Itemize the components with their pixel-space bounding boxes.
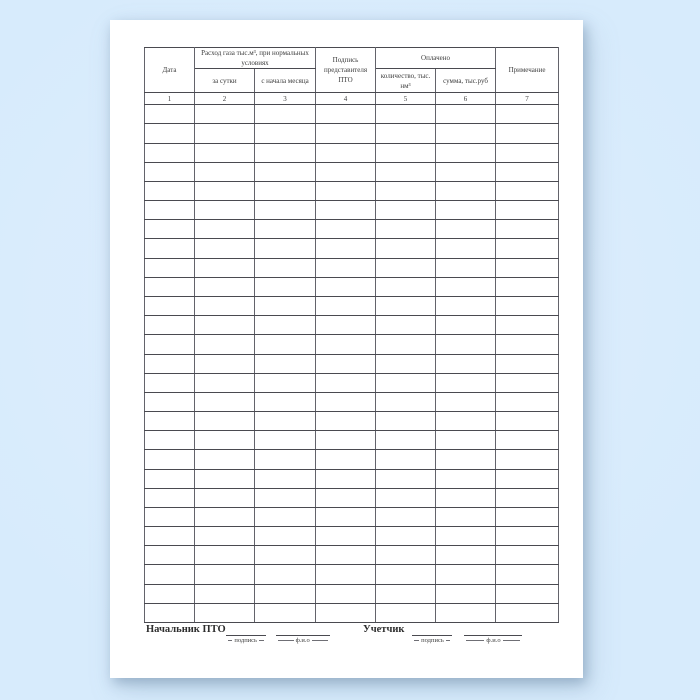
empty-cell — [255, 565, 316, 584]
empty-cell — [195, 527, 255, 546]
chief-name-blank — [276, 624, 330, 644]
recorder-name-blank — [464, 624, 522, 644]
empty-cell — [195, 488, 255, 507]
empty-cell — [316, 603, 376, 622]
empty-cell — [376, 162, 436, 181]
column-numbers-row — [145, 93, 559, 105]
empty-cell — [436, 335, 496, 354]
empty-cell — [496, 431, 559, 450]
empty-cell — [255, 527, 316, 546]
empty-cell — [376, 143, 436, 162]
empty-cell — [376, 469, 436, 488]
empty-cell — [376, 450, 436, 469]
table-row — [145, 373, 559, 392]
empty-cell — [376, 373, 436, 392]
empty-cell — [195, 105, 255, 124]
empty-cell — [436, 431, 496, 450]
table-row — [145, 316, 559, 335]
empty-cell — [436, 297, 496, 316]
empty-cell — [145, 565, 195, 584]
empty-cell — [195, 412, 255, 431]
empty-cell — [496, 584, 559, 603]
empty-cell — [376, 201, 436, 220]
empty-cell — [145, 181, 195, 200]
empty-cell — [316, 392, 376, 411]
empty-cell — [436, 124, 496, 143]
empty-cell — [496, 297, 559, 316]
empty-cell — [436, 373, 496, 392]
empty-cell — [195, 584, 255, 603]
empty-cell — [436, 162, 496, 181]
empty-cell — [436, 546, 496, 565]
chief-signature-blank — [226, 624, 266, 644]
header-per-day: за сутки — [195, 69, 255, 93]
header-note: Примечание — [496, 48, 559, 93]
empty-cell — [316, 258, 376, 277]
empty-cell — [436, 450, 496, 469]
empty-cell — [496, 162, 559, 181]
empty-cell — [255, 335, 316, 354]
empty-cell — [496, 124, 559, 143]
column-number-cell: 1 — [145, 93, 195, 105]
empty-cell — [255, 258, 316, 277]
table-row — [145, 392, 559, 411]
header-since-month-start: с начала месяца — [255, 69, 316, 93]
empty-cell — [496, 277, 559, 296]
empty-cell — [145, 201, 195, 220]
empty-cell — [145, 412, 195, 431]
empty-cell — [496, 565, 559, 584]
name-line — [464, 624, 522, 636]
empty-cell — [496, 201, 559, 220]
table-row — [145, 143, 559, 162]
empty-cell — [195, 297, 255, 316]
empty-cell — [316, 335, 376, 354]
recorder-signature-block — [363, 624, 522, 644]
table-row — [145, 220, 559, 239]
empty-cell — [255, 584, 316, 603]
header-date: Дата — [145, 48, 195, 93]
empty-cell — [255, 277, 316, 296]
empty-cell — [316, 124, 376, 143]
empty-cell — [316, 488, 376, 507]
empty-cell — [255, 124, 316, 143]
empty-cell — [376, 239, 436, 258]
empty-cell — [376, 124, 436, 143]
table-row — [145, 546, 559, 565]
empty-cell — [496, 469, 559, 488]
table-header — [145, 48, 559, 105]
empty-cell — [145, 105, 195, 124]
table-row — [145, 124, 559, 143]
empty-cell — [195, 277, 255, 296]
empty-cell — [145, 277, 195, 296]
table-row — [145, 181, 559, 200]
empty-cell — [195, 354, 255, 373]
empty-cell — [145, 450, 195, 469]
empty-cell — [496, 546, 559, 565]
empty-cell — [436, 527, 496, 546]
signature-caption: подпись — [226, 637, 266, 644]
table-row — [145, 335, 559, 354]
empty-cell — [195, 258, 255, 277]
empty-cell — [496, 450, 559, 469]
empty-cell — [145, 162, 195, 181]
table-row — [145, 431, 559, 450]
empty-cell — [195, 335, 255, 354]
empty-cell — [316, 316, 376, 335]
empty-cell — [316, 220, 376, 239]
empty-cell — [255, 162, 316, 181]
empty-cell — [376, 105, 436, 124]
empty-cell — [376, 603, 436, 622]
empty-cell — [436, 603, 496, 622]
empty-cell — [316, 162, 376, 181]
empty-cell — [496, 220, 559, 239]
empty-cell — [255, 450, 316, 469]
empty-cell — [376, 354, 436, 373]
empty-cell — [255, 488, 316, 507]
empty-cell — [145, 220, 195, 239]
empty-cell — [255, 220, 316, 239]
table-row — [145, 584, 559, 603]
name-caption: ф.и.о — [276, 637, 330, 644]
empty-cell — [145, 546, 195, 565]
table-row — [145, 297, 559, 316]
empty-cell — [496, 488, 559, 507]
empty-cell — [496, 412, 559, 431]
empty-cell — [255, 392, 316, 411]
empty-cell — [496, 373, 559, 392]
empty-cell — [436, 412, 496, 431]
empty-cell — [376, 277, 436, 296]
empty-cell — [255, 239, 316, 258]
empty-cell — [145, 297, 195, 316]
empty-cell — [436, 488, 496, 507]
empty-cell — [496, 181, 559, 200]
empty-cell — [145, 507, 195, 526]
empty-cell — [376, 565, 436, 584]
empty-cell — [436, 105, 496, 124]
empty-cell — [496, 143, 559, 162]
empty-cell — [316, 105, 376, 124]
name-line — [276, 624, 330, 636]
empty-cell — [436, 392, 496, 411]
table-row — [145, 105, 559, 124]
signature-footer — [110, 624, 583, 654]
column-number-cell: 7 — [496, 93, 559, 105]
empty-cell — [195, 220, 255, 239]
empty-cell — [145, 584, 195, 603]
header-consumption-group: Расход газа тыс.м³, при нормальных условиях — [195, 48, 316, 69]
form-sheet — [110, 20, 583, 678]
empty-cell — [376, 488, 436, 507]
table-row — [145, 258, 559, 277]
signature-caption: подпись — [412, 637, 452, 644]
empty-cell — [195, 162, 255, 181]
empty-cell — [255, 297, 316, 316]
table-row — [145, 354, 559, 373]
signature-line — [226, 624, 266, 636]
empty-cell — [436, 143, 496, 162]
empty-cell — [255, 431, 316, 450]
empty-cell — [496, 527, 559, 546]
column-number-cell: 4 — [316, 93, 376, 105]
empty-cell — [496, 239, 559, 258]
empty-cell — [436, 469, 496, 488]
empty-cell — [255, 373, 316, 392]
empty-cell — [145, 373, 195, 392]
table-row — [145, 162, 559, 181]
empty-cell — [436, 565, 496, 584]
empty-cell — [316, 584, 376, 603]
empty-cell — [145, 239, 195, 258]
header-paid-amount: сумма, тыс.руб — [436, 69, 496, 93]
empty-cell — [316, 507, 376, 526]
chief-role-label: Начальник ПТО — [146, 624, 226, 635]
empty-cell — [195, 373, 255, 392]
empty-cell — [195, 124, 255, 143]
header-pto-signature: Подпись представителя ПТО — [316, 48, 376, 93]
empty-cell — [316, 277, 376, 296]
empty-cell — [316, 181, 376, 200]
empty-cell — [316, 297, 376, 316]
chief-signature-block — [146, 624, 330, 644]
empty-cell — [255, 105, 316, 124]
empty-cell — [255, 354, 316, 373]
empty-cell — [145, 143, 195, 162]
column-number-cell: 2 — [195, 93, 255, 105]
empty-cell — [376, 584, 436, 603]
empty-cell — [195, 181, 255, 200]
empty-cell — [316, 412, 376, 431]
empty-cell — [316, 201, 376, 220]
empty-cell — [316, 431, 376, 450]
recorder-role-label: Учетчик — [363, 624, 405, 635]
table-row — [145, 201, 559, 220]
empty-cell — [316, 469, 376, 488]
empty-cell — [255, 181, 316, 200]
empty-cell — [255, 603, 316, 622]
table-row — [145, 277, 559, 296]
empty-cell — [436, 277, 496, 296]
empty-cell — [496, 316, 559, 335]
empty-cell — [376, 316, 436, 335]
table-row — [145, 412, 559, 431]
empty-cell — [376, 297, 436, 316]
empty-cell — [255, 316, 316, 335]
empty-cell — [376, 412, 436, 431]
empty-cell — [496, 392, 559, 411]
empty-cell — [255, 412, 316, 431]
empty-cell — [195, 603, 255, 622]
empty-cell — [195, 450, 255, 469]
table-row — [145, 488, 559, 507]
column-number-cell: 6 — [436, 93, 496, 105]
empty-cell — [496, 507, 559, 526]
empty-cell — [255, 469, 316, 488]
empty-cell — [145, 469, 195, 488]
empty-cell — [316, 354, 376, 373]
empty-cell — [145, 258, 195, 277]
recorder-signature-blank — [412, 624, 452, 644]
column-number-cell: 5 — [376, 93, 436, 105]
empty-cell — [436, 258, 496, 277]
column-number-cell: 3 — [255, 93, 316, 105]
table-row — [145, 603, 559, 622]
empty-cell — [316, 527, 376, 546]
empty-cell — [316, 239, 376, 258]
empty-cell — [195, 392, 255, 411]
empty-cell — [195, 431, 255, 450]
table-row — [145, 565, 559, 584]
empty-cell — [436, 239, 496, 258]
empty-cell — [376, 258, 436, 277]
empty-cell — [436, 316, 496, 335]
table-body — [145, 105, 559, 623]
table-row — [145, 239, 559, 258]
empty-cell — [376, 220, 436, 239]
empty-cell — [145, 392, 195, 411]
table-row — [145, 450, 559, 469]
empty-cell — [376, 507, 436, 526]
empty-cell — [436, 584, 496, 603]
empty-cell — [496, 258, 559, 277]
empty-cell — [436, 354, 496, 373]
gas-consumption-log-table — [144, 47, 559, 623]
empty-cell — [145, 335, 195, 354]
empty-cell — [195, 201, 255, 220]
empty-cell — [496, 105, 559, 124]
empty-cell — [376, 181, 436, 200]
empty-cell — [195, 239, 255, 258]
empty-cell — [145, 603, 195, 622]
empty-cell — [195, 469, 255, 488]
empty-cell — [376, 335, 436, 354]
empty-cell — [496, 603, 559, 622]
empty-cell — [255, 201, 316, 220]
empty-cell — [195, 143, 255, 162]
header-paid-group: Оплачено — [376, 48, 496, 69]
empty-cell — [316, 143, 376, 162]
empty-cell — [376, 546, 436, 565]
empty-cell — [195, 316, 255, 335]
empty-cell — [316, 565, 376, 584]
signature-line — [412, 624, 452, 636]
empty-cell — [316, 546, 376, 565]
empty-cell — [145, 488, 195, 507]
table-row — [145, 527, 559, 546]
empty-cell — [496, 354, 559, 373]
empty-cell — [195, 507, 255, 526]
empty-cell — [436, 220, 496, 239]
header-paid-quantity: количество, тыс. нм³ — [376, 69, 436, 93]
empty-cell — [496, 335, 559, 354]
empty-cell — [376, 527, 436, 546]
empty-cell — [436, 507, 496, 526]
header-row-main — [145, 48, 559, 69]
empty-cell — [145, 354, 195, 373]
empty-cell — [145, 527, 195, 546]
empty-cell — [436, 181, 496, 200]
empty-cell — [145, 124, 195, 143]
name-caption: ф.и.о — [464, 637, 522, 644]
empty-cell — [195, 546, 255, 565]
empty-cell — [195, 565, 255, 584]
empty-cell — [376, 392, 436, 411]
table-row — [145, 469, 559, 488]
table-row — [145, 507, 559, 526]
empty-cell — [255, 546, 316, 565]
empty-cell — [436, 201, 496, 220]
empty-cell — [316, 450, 376, 469]
empty-cell — [316, 373, 376, 392]
empty-cell — [255, 143, 316, 162]
empty-cell — [376, 431, 436, 450]
empty-cell — [255, 507, 316, 526]
empty-cell — [145, 431, 195, 450]
empty-cell — [145, 316, 195, 335]
